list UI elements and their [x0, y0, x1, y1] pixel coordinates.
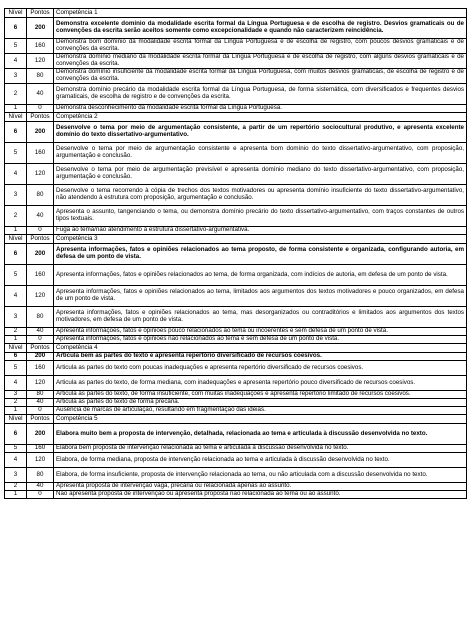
nivel-cell: 4: [5, 286, 27, 307]
nivel-cell: 1: [5, 336, 27, 344]
nivel-cell: 6: [5, 353, 27, 361]
table-row: [5, 491, 467, 499]
nivel-cell: 1: [5, 491, 27, 499]
nivel-header: Nível: [5, 113, 27, 122]
description-cell: Demonstra domínio precário da modalidade escrita formal da Língua Portuguesa, de forma sistemática, com diversificados e frequentes desvios gramaticais, de escolha de registro e de convenções da escrita.: [54, 84, 467, 105]
pontos-cell: 0: [27, 491, 54, 499]
table-row: [5, 84, 467, 105]
pontos-cell: 120: [27, 376, 54, 391]
nivel-cell: 5: [5, 39, 27, 54]
pontos-cell: 0: [27, 336, 54, 344]
pontos-cell: 80: [27, 391, 54, 399]
pontos-cell: 0: [27, 407, 54, 415]
table-row: [5, 39, 467, 54]
description-cell: Apresenta informações, fatos e opiniões não relacionados ao tema e sem defesa de um ponto de vista.: [54, 336, 467, 344]
description-cell: Articula as partes do texto, de forma mediana, com inadequações e apresenta repertório pouco diversificado de recursos coesivos.: [54, 376, 467, 391]
pontos-cell: 0: [27, 227, 54, 235]
table-row: [5, 185, 467, 206]
nivel-cell: 1: [5, 407, 27, 415]
section-header-competencia-5: [5, 415, 467, 424]
pontos-cell: 80: [27, 69, 54, 84]
description-cell: Demonstra domínio insuficiente da modalidade escrita formal da Língua Portuguesa, com muitos desvios gramaticais, de escolha de registro e de convenções da escrita.: [54, 69, 467, 84]
pontos-cell: 40: [27, 483, 54, 491]
table-row: [5, 122, 467, 143]
section-header-competencia-1: [5, 9, 467, 18]
nivel-cell: 4: [5, 453, 27, 468]
table-row: [5, 286, 467, 307]
description-cell: Demonstra excelente domínio da modalidade escrita formal da Língua Portuguesa e de escolha de registro. Desvios gramaticais ou de convenções da escrita serão aceitos somente como excepcionalidade e quando não caracterizem reincidência.: [54, 18, 467, 39]
description-cell: Demonstra bom domínio da modalidade escrita formal da Língua Portuguesa e de escolha de registro, com poucos desvios gramaticais e de convenções da escrita.: [54, 39, 467, 54]
pontos-cell: 120: [27, 286, 54, 307]
description-cell: Apresenta informações, fatos e opiniões relacionados ao tema, de forma organizada, com indícios de autoria, em defesa de um ponto de vista.: [54, 265, 467, 286]
table-row: [5, 353, 467, 361]
pontos-cell: 160: [27, 143, 54, 164]
nivel-cell: 3: [5, 307, 27, 328]
description-cell: Fuga ao tema/não atendimento à estrutura dissertativo-argumentativa.: [54, 227, 467, 235]
nivel-cell: 5: [5, 265, 27, 286]
pontos-cell: 120: [27, 164, 54, 185]
description-cell: Apresenta informações, fatos e opiniões relacionados ao tema, mas desorganizados ou contraditórios e limitados aos argumentos dos textos motivadores, em defesa de um ponto de vista.: [54, 307, 467, 328]
nivel-header: Nível: [5, 9, 27, 18]
pontos-cell: 160: [27, 361, 54, 376]
table-row: [5, 54, 467, 69]
pontos-cell: 40: [27, 206, 54, 227]
pontos-cell: 200: [27, 353, 54, 361]
table-row: [5, 206, 467, 227]
pontos-cell: 200: [27, 122, 54, 143]
pontos-cell: 200: [27, 424, 54, 445]
description-cell: Articula as partes do texto de forma precária.: [54, 399, 467, 407]
nivel-cell: 5: [5, 361, 27, 376]
description-cell: Articula as partes do texto com poucas inadequações e apresenta repertório diversificado de recursos coesivos.: [54, 361, 467, 376]
pontos-cell: 40: [27, 84, 54, 105]
table-row: [5, 407, 467, 415]
section-title: Competência 1: [54, 9, 467, 18]
description-cell: Articula bem as partes do texto e apresenta repertório diversificado de recursos coesivos.: [54, 353, 467, 361]
nivel-header: Nível: [5, 415, 27, 424]
description-cell: Articula as partes do texto, de forma insuficiente, com muitas inadequações e apresenta repertório limitado de recursos coesivos.: [54, 391, 467, 399]
section-header-competencia-4: [5, 344, 467, 353]
nivel-cell: 6: [5, 424, 27, 445]
nivel-cell: 5: [5, 445, 27, 453]
table-row: [5, 453, 467, 468]
table-row: [5, 468, 467, 483]
pontos-cell: 160: [27, 445, 54, 453]
table-row: [5, 265, 467, 286]
pontos-header: Pontos: [27, 415, 54, 424]
description-cell: Desenvolve o tema por meio de argumentação consistente e apresenta bom domínio do texto dissertativo-argumentativo, com proposição, argumentação e conclusão.: [54, 143, 467, 164]
nivel-header: Nível: [5, 344, 27, 353]
nivel-header: Nível: [5, 235, 27, 244]
nivel-cell: 2: [5, 84, 27, 105]
table-row: [5, 328, 467, 336]
description-cell: Apresenta informações, fatos e opiniões relacionados ao tema, limitados aos argumentos dos textos motivadores e pouco organizados, em defesa de um ponto de vista.: [54, 286, 467, 307]
pontos-cell: 40: [27, 399, 54, 407]
description-cell: Apresenta informações, fatos e opiniões relacionados ao tema proposto, de forma consistente e organizada, configurando autoria, em defesa de um ponto de vista.: [54, 244, 467, 265]
pontos-cell: 120: [27, 54, 54, 69]
nivel-cell: 5: [5, 143, 27, 164]
nivel-cell: 1: [5, 105, 27, 113]
section-title: Competência 3: [54, 235, 467, 244]
pontos-header: Pontos: [27, 235, 54, 244]
nivel-cell: 6: [5, 18, 27, 39]
description-cell: Apresenta informações, fatos e opiniões pouco relacionados ao tema ou incoerentes e sem defesa de um ponto de vista.: [54, 328, 467, 336]
pontos-cell: 40: [27, 328, 54, 336]
description-cell: Desenvolve o tema por meio de argumentação previsível e apresenta domínio mediano do texto dissertativo-argumentativo, com proposição, argumentação e conclusão.: [54, 164, 467, 185]
pontos-cell: 80: [27, 185, 54, 206]
table-row: [5, 424, 467, 445]
table-row: [5, 336, 467, 344]
description-cell: Apresenta proposta de intervenção vaga, precária ou relacionada apenas ao assunto.: [54, 483, 467, 491]
table-row: [5, 164, 467, 185]
nivel-cell: 6: [5, 122, 27, 143]
section-title: Competência 2: [54, 113, 467, 122]
nivel-cell: 2: [5, 206, 27, 227]
description-cell: Elabora, de forma insuficiente, proposta de intervenção relacionada ao tema, ou não articulada com a discussão desenvolvida no texto.: [54, 468, 467, 483]
pontos-cell: 160: [27, 39, 54, 54]
table-row: [5, 69, 467, 84]
table-row: [5, 244, 467, 265]
description-cell: Ausência de marcas de articulação, resultando em fragmentação das ideias.: [54, 407, 467, 415]
nivel-cell: 3: [5, 391, 27, 399]
table-row: [5, 143, 467, 164]
pontos-cell: 80: [27, 468, 54, 483]
section-header-competencia-2: [5, 113, 467, 122]
pontos-cell: 200: [27, 244, 54, 265]
rubric-sheet: [4, 8, 466, 499]
nivel-cell: 6: [5, 244, 27, 265]
table-row: [5, 483, 467, 491]
table-row: [5, 105, 467, 113]
pontos-header: Pontos: [27, 9, 54, 18]
table-row: [5, 376, 467, 391]
table-row: [5, 399, 467, 407]
nivel-cell: 1: [5, 227, 27, 235]
nivel-cell: 4: [5, 54, 27, 69]
table-row: [5, 391, 467, 399]
description-cell: Apresenta o assunto, tangenciando o tema, ou demonstra domínio precário do texto dissertativo-argumentativo, com traços constantes de outros tipos textuais.: [54, 206, 467, 227]
nivel-cell: 3: [5, 185, 27, 206]
pontos-cell: 0: [27, 105, 54, 113]
nivel-cell: 2: [5, 328, 27, 336]
pontos-cell: 200: [27, 18, 54, 39]
nivel-cell: 2: [5, 399, 27, 407]
rubric-table: [4, 8, 467, 499]
pontos-cell: 120: [27, 453, 54, 468]
section-title: Competência 5: [54, 415, 467, 424]
nivel-cell: 2: [5, 483, 27, 491]
nivel-cell: 4: [5, 376, 27, 391]
pontos-cell: 160: [27, 265, 54, 286]
table-row: [5, 18, 467, 39]
section-header-competencia-3: [5, 235, 467, 244]
nivel-cell: 4: [5, 164, 27, 185]
table-row: [5, 361, 467, 376]
description-cell: Demonstra desconhecimento da modalidade escrita formal da Língua Portuguesa.: [54, 105, 467, 113]
table-row: [5, 307, 467, 328]
description-cell: Desenvolve o tema por meio de argumentação consistente, a partir de um repertório sociocultural produtivo, e apresenta excelente domínio do texto dissertativo-argumentativo.: [54, 122, 467, 143]
description-cell: Demonstra domínio mediano da modalidade escrita formal da Língua Portuguesa e de escolha de registro, com alguns desvios gramaticais e de convenções da escrita.: [54, 54, 467, 69]
pontos-header: Pontos: [27, 113, 54, 122]
nivel-cell: 3: [5, 468, 27, 483]
description-cell: Elabora bem proposta de intervenção relacionada ao tema e articulada à discussão desenvolvida no texto.: [54, 445, 467, 453]
pontos-header: Pontos: [27, 344, 54, 353]
description-cell: Desenvolve o tema recorrendo à cópia de trechos dos textos motivadores ou apresenta domínio insuficiente do texto dissertativo-argumentativo, não atendendo à estrutura com proposição, argumentação e conclusão.: [54, 185, 467, 206]
table-row: [5, 227, 467, 235]
pontos-cell: 80: [27, 307, 54, 328]
nivel-cell: 3: [5, 69, 27, 84]
section-title: Competência 4: [54, 344, 467, 353]
table-row: [5, 445, 467, 453]
description-cell: Não apresenta proposta de intervenção ou apresenta proposta não relacionada ao tema ou ao assunto.: [54, 491, 467, 499]
description-cell: Elabora, de forma mediana, proposta de intervenção relacionada ao tema e articulada à discussão desenvolvida no texto.: [54, 453, 467, 468]
description-cell: Elabora muito bem a proposta de intervenção, detalhada, relacionada ao tema e articulada à discussão desenvolvida no texto.: [54, 424, 467, 445]
